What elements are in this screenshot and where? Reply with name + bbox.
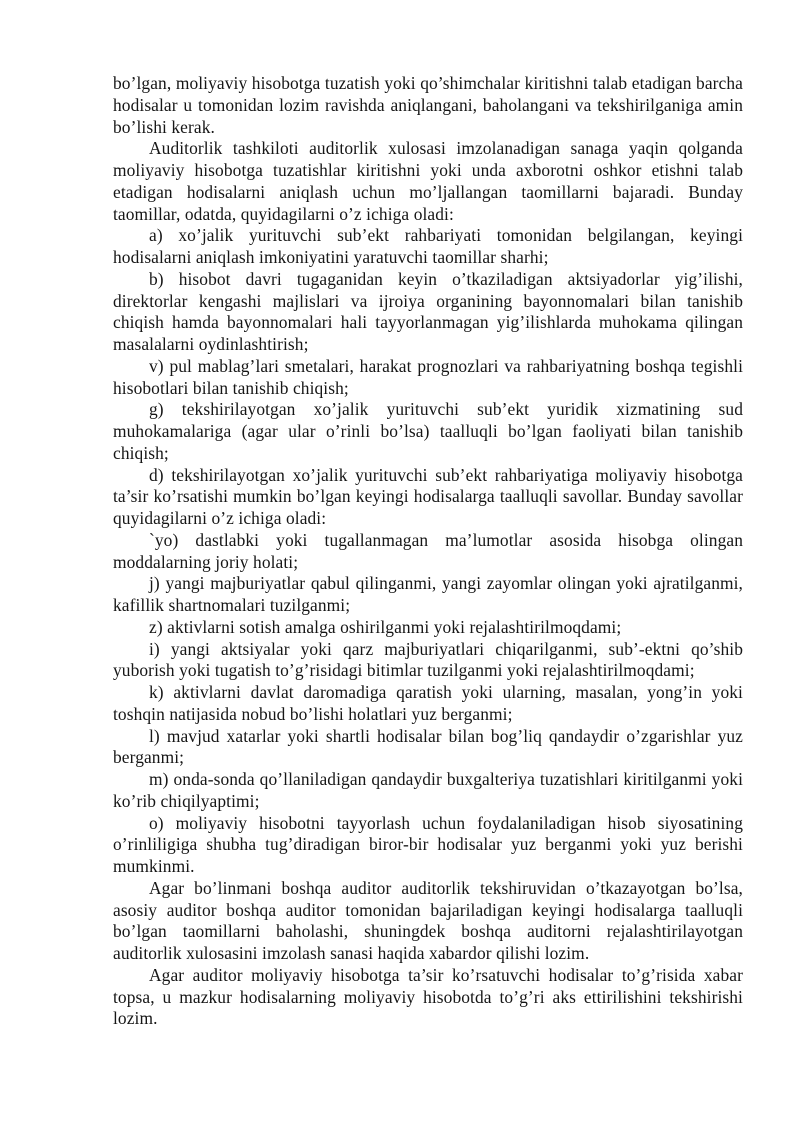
list-item-a: a) xo’jalik yurituvchi sub’ekt rahbariyati tomonidan belgilangan, keyingi hodisalarni aniqlash imkoniyatini yaratuvchi taomillar sharhi;: [113, 225, 743, 267]
list-item-k: k) aktivlarni davlat daromadiga qaratish yoki ularning, masalan, yong’in yoki toshqin natijasida nobud bo’lishi holatlari yuz berganmi;: [113, 682, 743, 724]
paragraph-closing: Agar auditor moliyaviy hisobotga ta’sir ko’rsatuvchi hodisalar to’g’risida xabar topsa, u mazkur hodisalarning moliyaviy hisobotda to’g’ri aks ettirilishini tekshirishi lozim.: [113, 964, 743, 1029]
list-item-o: o) moliyaviy hisobotni tayyorlash uchun foydalaniladigan hisob siyosatining o’rinliligiga shubha tug’diradigan biror-bir hodisalar yuz berganmi yoki yuz berishi mumkinmi.: [113, 812, 743, 876]
list-item-b: b) hisobot davri tugaganidan keyin o’tkaziladigan aktsiyadorlar yig’ilishi, direktorlar kengashi majlislari va ijroiya organining bayonnomalari bilan tanishib chiqish hamda bayonnomalari hali tayyorlanmagan yig’ilishlarda muhokama qilingan masalalarni oydinlashtirish;: [113, 268, 743, 354]
paragraph-branch-audit: Agar bo’linmani boshqa auditor auditorlik tekshiruvidan o’tkazayotgan bo’lsa, asosiy auditor boshqa auditor tomonidan bajariladigan keyingi hodisalarga taalluqli bo’lgan taomillarni baholashi, shuningdek boshqa auditorni rejalashtirilayotgan auditorlik xulosasini imzolash sanasi haqida xabardor qilishi lozim.: [113, 877, 743, 963]
list-item-i: i) yangi aktsiyalar yoki qarz majburiyatlari chiqarilganmi, sub’-ektni qo’shib yuborish yoki tugatish to’g’risidagi bitimlar tuzilganmi yoki rejalashtirilmoqdami;: [113, 638, 743, 681]
list-item-v: v) pul mablag’lari smetalari, harakat prognozlari va rahbariyatning boshqa tegishli hisobotlari bilan tanishib chiqish;: [113, 355, 743, 398]
list-item-l: l) mavjud xatarlar yoki shartli hodisalar bilan bog’liq qandaydir o’zgarishlar yuz berganmi;: [113, 725, 743, 768]
list-item-d: d) tekshirilayotgan xo’jalik yurituvchi sub’ekt rahbariyatiga moliyaviy hisobotga ta’sir ko’rsatishi mumkin bo’lgan keyingi hodisalarga taalluqli savollar. Bunday savollar quyidagilarni o’z ichiga oladi:: [113, 464, 743, 528]
list-item-m: m) onda-sonda qo’llaniladigan qandaydir buxgalteriya tuzatishlari kiritilganmi yoki ko’rib chiqilyaptimi;: [113, 769, 743, 811]
list-item-z: z) aktivlarni sotish amalga oshirilganmi yoki rejalashtirilmoqdami;: [149, 616, 622, 637]
list-item-j: j) yangi majburiyatlar qabul qilinganmi, yangi zayomlar olingan yoki ajratilganmi, kafillik shartnomalari tuzilganmi;: [113, 573, 743, 615]
list-item-yo: `yo) dastlabki yoki tugallanmagan ma’lumotlar asosida hisobga olingan moddalarning joriy holati;: [113, 529, 743, 572]
paragraph-intro: Auditorlik tashkiloti auditorlik xulosasi imzolanadigan sanaga yaqin qolganda moliyaviy hisobotga tuzatishlar kiritishni yoki unda axborotni oshkor etishni talab etadigan hodisalarni aniqlash uchun mo’ljallangan taomillarni bajaradi. Bunday taomillar, odatda, quyidagilarni o’z ichiga oladi:: [113, 138, 743, 224]
text-block: [113, 73, 743, 1030]
list-item-g: g) tekshirilayotgan xo’jalik yurituvchi sub’ekt yuridik xizmatining sud muhokamalariga (agar ular o’rinli bo’lsa) taalluqli bo’lgan faoliyati bilan tanishib chiqish;: [113, 399, 743, 463]
paragraph-continuation: bo’lgan, moliyaviy hisobotga tuzatish yoki qo’shimchalar kiritishni talab etadigan barcha hodisalar u tomonidan lozim ravishda aniqlangani, baholangani va tekshirilganiga amin bo’lishi kerak.: [113, 73, 743, 137]
